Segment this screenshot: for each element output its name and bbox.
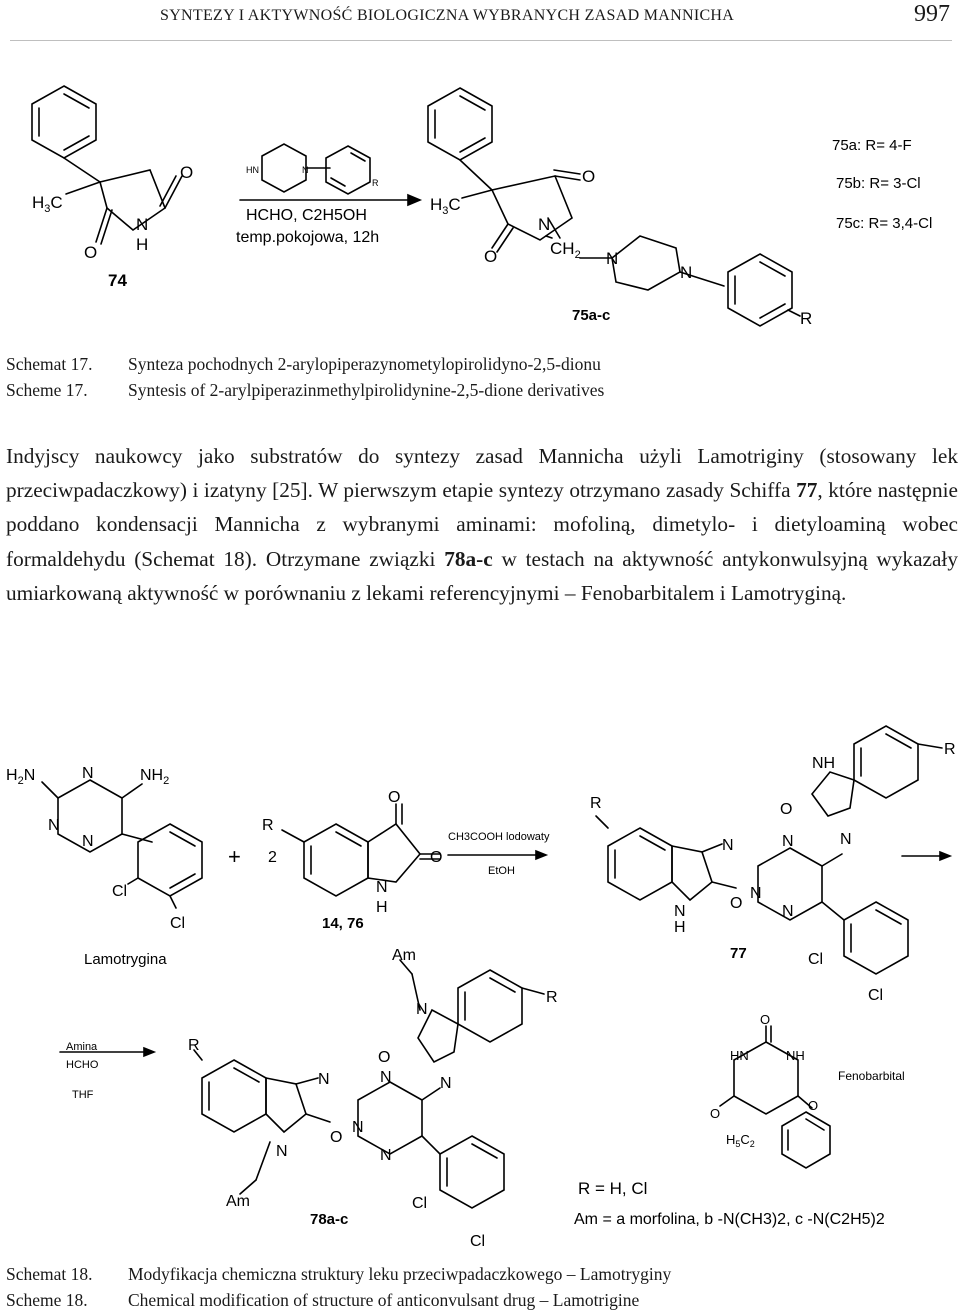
isatin-ring-left-77	[608, 828, 672, 900]
compound-label-74: 74	[108, 271, 127, 290]
r-group-definition: R = H, Cl	[578, 1179, 648, 1198]
atom-label-nh: NH	[812, 755, 836, 772]
atom-label-cl: Cl	[470, 1233, 486, 1250]
caption-text: Syntesis of 2-arylpiperazinmethylpirolidynine-2,5-dione derivatives	[128, 380, 605, 400]
atom-label-n: N	[750, 885, 762, 902]
atom-label-n: N	[782, 903, 794, 920]
atom-label-n: N	[302, 165, 309, 175]
dichlorophenyl-ring-78	[440, 1136, 504, 1208]
atom-label-n: N	[352, 1119, 364, 1136]
atom-label-h: H	[376, 899, 388, 916]
am-group-definition: Am = a morfolina, b -N(CH3)2, c -N(C2H5)2	[574, 1211, 885, 1228]
atom-label-o: O	[180, 163, 194, 182]
atom-label-o: O	[388, 789, 401, 806]
atom-label-nh2: $NH_2$	[140, 767, 170, 787]
scheme-18-figure	[0, 712, 960, 1257]
phenyl-ring-75	[428, 88, 492, 160]
conditions-2-line-2: HCHO	[66, 1059, 99, 1071]
atom-label-am: Am	[392, 947, 416, 964]
running-title: SYNTEZY I AKTYWNOŚĆ BIOLOGICZNA WYBRANYCH ZASAD MANNICHA	[160, 7, 735, 24]
atom-label-r: R	[372, 178, 379, 188]
running-header	[10, 0, 952, 41]
atom-label-n: N	[416, 1001, 428, 1018]
scheme-17-figure	[0, 58, 960, 343]
compound-label-75: 75a-c	[572, 307, 611, 324]
atom-label-n: N	[318, 1071, 330, 1088]
caption-text: Synteza pochodnych 2-arylopiperazynometylopirolidyno-2,5-dionu	[128, 354, 601, 374]
dichlorophenyl-ring-77	[844, 902, 908, 974]
substituent-75b: 75b: R= 3-Cl	[836, 175, 921, 192]
atom-label-n: N	[840, 831, 852, 848]
aryl-ring-75	[728, 254, 792, 326]
piperazine-ring-75	[612, 236, 680, 290]
conditions-2-line-1: Amina	[66, 1041, 98, 1053]
atom-label-n: N	[440, 1075, 452, 1092]
caption-label: Scheme 18.	[6, 1290, 88, 1310]
atom-label-o: O	[84, 243, 98, 262]
atom-label-cl: Cl	[412, 1195, 428, 1212]
atom-label-o: O	[730, 895, 743, 912]
atom-label-o: O	[378, 1049, 391, 1066]
conditions-2-line-3: THF	[72, 1089, 94, 1101]
substituent-75c: 75c: R= 3,4-Cl	[836, 215, 933, 232]
compound-label-isatin: 14, 76	[322, 915, 364, 932]
atom-label-h: H	[136, 235, 149, 254]
atom-label-n: N	[674, 903, 686, 920]
atom-label-n: N	[380, 1147, 392, 1164]
compound-label-77: 77	[730, 945, 747, 962]
atom-label-o: O	[760, 1012, 771, 1027]
atom-label-n: N	[82, 765, 94, 782]
isatin-ring-left-78	[202, 1060, 266, 1132]
stoichiometric-coefficient: 2	[268, 849, 277, 866]
phenyl-ring-74	[32, 86, 96, 158]
conditions-1-top: CH3COOH lodowaty	[448, 831, 550, 843]
atom-label-o: O	[582, 167, 596, 186]
arylpiperazine-reagent	[262, 144, 370, 194]
page-number: 997	[914, 1, 950, 27]
triazine-ring-78	[358, 1082, 422, 1154]
atom-label-h2n: $H_2N$	[6, 767, 36, 787]
compound-label-78: 78a-c	[310, 1211, 349, 1228]
atom-label-n: N	[722, 837, 734, 854]
isatin-ring-right-77	[854, 726, 918, 798]
atom-label-n: N	[380, 1069, 392, 1086]
atom-label-am: Am	[226, 1193, 250, 1210]
phenyl-ring-phenobarbital	[782, 1112, 830, 1168]
atom-label-o: O	[430, 849, 443, 866]
atom-label-r: R	[546, 989, 558, 1006]
atom-label-h3c: $H_3C$	[32, 193, 63, 215]
atom-label-r: R	[188, 1037, 200, 1054]
caption-text: Modyfikacja chemiczna struktury leku przeciwpadaczkowego – Lamotryginy	[128, 1264, 672, 1284]
isatin-benzene-ring	[304, 824, 368, 896]
compound-ref-77: 77	[796, 478, 818, 503]
atom-label-o: O	[710, 1106, 721, 1121]
atom-label-cl: Cl	[112, 883, 128, 900]
atom-label-o: O	[780, 801, 793, 818]
atom-label-h3c: $H_3C$	[430, 195, 461, 217]
atom-label-n: N	[538, 215, 551, 234]
atom-label-cl: Cl	[808, 951, 824, 968]
atom-label-n: N	[276, 1143, 288, 1160]
scheme-17-caption	[6, 351, 604, 403]
atom-label-nh: NH	[786, 1048, 805, 1063]
conditions-1-bottom: EtOH	[488, 865, 515, 877]
caption-label: Scheme 17.	[6, 380, 88, 400]
atom-label-cl: Cl	[170, 915, 186, 932]
atom-label-ch2: $CH_2$	[550, 239, 581, 261]
plus-sign: +	[228, 844, 241, 869]
atom-label-h5c2: $H_5C_2$	[726, 1132, 755, 1149]
caption-text: Chemical modification of structure of anticonvulsant drug – Lamotrigine	[128, 1290, 640, 1310]
atom-label-n: N	[782, 833, 794, 850]
atom-label-o: O	[330, 1129, 343, 1146]
isatin-ring-right-78	[458, 970, 522, 1042]
atom-label-hn: HN	[730, 1048, 749, 1063]
compound-ref-78: 78a-c	[444, 546, 493, 571]
atom-label-h: H	[674, 919, 686, 936]
atom-label-o: O	[808, 1098, 819, 1113]
atom-label-n: N	[136, 215, 149, 234]
atom-label-r: R	[590, 795, 602, 812]
atom-label-n: N	[680, 263, 693, 282]
atom-label-n: N	[82, 833, 94, 850]
pyrrolidinedione-ring-74	[100, 170, 165, 230]
scheme-18-caption	[6, 1261, 671, 1313]
caption-label: Schemat 18.	[6, 1264, 93, 1284]
body-paragraph: Indyjscy naukowcy jako substratów do syntezy zasad Mannicha użyli Lamotriginy (stosowany lek przeciwpadaczkowy) i izatyny [25]. W pierwszym etapie syntezy otrzymano zasady Schiffa 77, które następnie poddano kondensacji Mannicha z wybranymi aminami: mofoliną, dimetylo- i dietyloaminą wobec formaldehydu (Schemat 18). Otrzymane związki 78a-c w testach na aktywność antykonwulsyjną wykazały umiarkowaną aktywność w porównaniu z lekami referencyjnymi – Fenobarbitalem i Lamotryginą.	[6, 444, 958, 605]
atom-label-r: R	[944, 741, 956, 758]
atom-label-n: N	[606, 249, 619, 268]
atom-label-n: N	[48, 817, 60, 834]
substituent-75a: 75a: R= 4-F	[832, 137, 912, 154]
atom-label-hn: HN	[246, 165, 259, 175]
atom-label-r: R	[262, 817, 274, 834]
compound-label-lamotrigine: Lamotrygina	[84, 951, 167, 968]
compound-label-phenobarbital: Fenobarbital	[838, 1069, 905, 1083]
caption-label: Schemat 17.	[6, 354, 93, 374]
atom-label-n: N	[376, 879, 388, 896]
atom-label-cl: Cl	[868, 987, 884, 1004]
conditions-line-2: temp.pokojowa, 12h	[236, 229, 380, 246]
dichlorophenyl-ring-lamotrigine	[138, 824, 202, 896]
atom-label-o: O	[484, 247, 498, 266]
atom-label-r: R	[800, 309, 813, 328]
conditions-line-1: HCHO, C2H5OH	[246, 207, 367, 224]
